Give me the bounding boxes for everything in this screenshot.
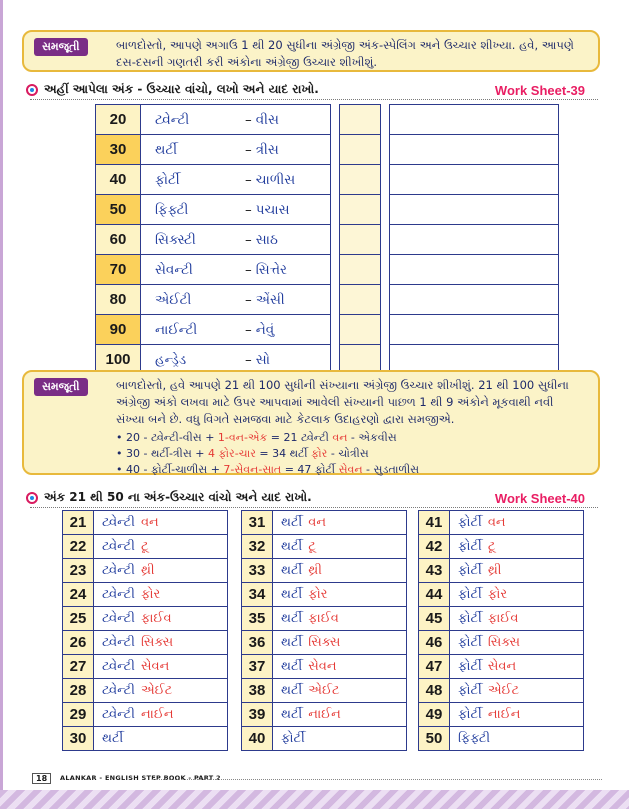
number-row [63, 655, 228, 679]
number-row [419, 559, 584, 583]
example-part: - એકવીસ [347, 431, 397, 444]
pronunciation-cell [273, 631, 407, 655]
explanation-line: સંખ્યા બને છે. વધુ વિગતે સમજવા માટે કેટલાક ઉદાહરણો દ્વારા સમજીએ. [116, 412, 455, 426]
pronunciation-cell [450, 607, 584, 631]
ones-suffix: એઈટ [487, 683, 520, 698]
number-row [242, 655, 407, 679]
pronunciation-cell [94, 535, 228, 559]
number-row [63, 727, 228, 751]
write-box-number [340, 165, 381, 195]
tens-word: ફિફ્ટી [458, 731, 491, 746]
separator: – [245, 141, 252, 158]
number-row [63, 583, 228, 607]
number-cell: 34 [242, 583, 273, 607]
write-box-word [390, 105, 559, 135]
gujarati-word: એંસી [255, 291, 285, 308]
number-row [63, 631, 228, 655]
pronunciation-cell [450, 703, 584, 727]
separator: – [245, 171, 252, 188]
number-cell: 33 [242, 559, 273, 583]
number-cell: 42 [419, 535, 450, 559]
example-part: = 21 ટ્વેન્ટી [267, 431, 333, 444]
ones-suffix: થ્રી [487, 563, 502, 578]
numbers-table-21-30 [62, 510, 228, 751]
write-box-number [340, 135, 381, 165]
number-cell: 39 [242, 703, 273, 727]
tens-word-cell [141, 135, 331, 165]
number-row [419, 607, 584, 631]
footer-title: ALANKAR - ENGLISH STEP BOOK - PART 2 [60, 774, 221, 782]
number-cell: 22 [63, 535, 94, 559]
separator: – [245, 351, 252, 368]
tens-row [96, 255, 559, 285]
number-cell: 47 [419, 655, 450, 679]
separator: – [245, 111, 252, 128]
explanation-tag: સમજૂતી [34, 378, 88, 396]
number-row [419, 631, 584, 655]
worksheet-label-40: Work Sheet-40 [494, 491, 585, 506]
separator: – [245, 201, 252, 218]
explanation-text [116, 377, 588, 478]
tens-prefix: થર્ટી [281, 563, 303, 578]
number-row [419, 511, 584, 535]
pronunciation-cell [273, 607, 407, 631]
number-cell: 35 [242, 607, 273, 631]
worksheet-label-39: Work Sheet-39 [494, 83, 585, 98]
write-box-word [390, 225, 559, 255]
pronunciation-cell [94, 631, 228, 655]
number-row [419, 703, 584, 727]
write-box-number [340, 225, 381, 255]
number-row [242, 631, 407, 655]
pronunciation-cell [273, 703, 407, 727]
column-gap [331, 105, 340, 135]
number-row [419, 655, 584, 679]
example-part: 4 ફોર-ચાર [207, 447, 256, 460]
column-gap [381, 255, 390, 285]
tens-prefix: ફોર્ટી [458, 635, 482, 650]
tens-row [96, 285, 559, 315]
tens-row [96, 135, 559, 165]
ones-suffix: વન [308, 515, 327, 530]
tens-prefix: ફોર્ટી [458, 707, 482, 722]
gujarati-word: સિત્તેર [255, 261, 288, 278]
example-part: = 47 ફોર્ટી [281, 463, 339, 476]
explanation-box-1 [22, 30, 600, 72]
number-cell: 26 [63, 631, 94, 655]
number-row [242, 559, 407, 583]
tens-word: થર્ટી [102, 731, 124, 746]
numbers-table-41-50 [418, 510, 584, 751]
number-cell: 43 [419, 559, 450, 583]
english-pronunciation: હન્ડ્રેડ [155, 351, 187, 368]
column-gap [381, 105, 390, 135]
ones-suffix: નાઈન [308, 707, 341, 722]
write-box-number [340, 255, 381, 285]
tens-prefix: થર્ટી [281, 635, 303, 650]
tens-prefix: ટ્વેન્ટી [102, 635, 135, 650]
example-part: 40 - ફોર્ટી-ચાળીસ + [126, 463, 224, 476]
ones-suffix: સેવન [308, 659, 337, 674]
ones-suffix: સિક્સ [487, 635, 521, 650]
gujarati-word: સો [255, 351, 271, 368]
write-box-word [390, 285, 559, 315]
gujarati-word: પચાસ [255, 201, 290, 218]
tens-number: 50 [96, 195, 141, 225]
example-item: • 40 - ફોર્ટી-ચાળીસ + 7-સેવન-સાત = 47 ફોર્ટી સેવન - સુડતાળીસ [116, 463, 420, 476]
number-row [242, 583, 407, 607]
example-part: - ચોત્રીસ [327, 447, 369, 460]
separator: – [245, 231, 252, 248]
number-row [63, 511, 228, 535]
instruction-1 [26, 82, 319, 97]
write-box-word [390, 165, 559, 195]
number-cell: 21 [63, 511, 94, 535]
tens-number: 100 [96, 345, 141, 375]
tens-word-cell [141, 315, 331, 345]
column-gap [381, 285, 390, 315]
number-row [63, 607, 228, 631]
tens-prefix: ટ્વેન્ટી [102, 683, 135, 698]
number-row [242, 511, 407, 535]
explanation-line: બાળદોસ્તો, આપણે અગાઉ 1 થી 20 સુધીના અંગ્રેજી અંક-સ્પેલિંગ અને ઉચ્ચાર શીખ્યા. હવે, આપણે [116, 38, 574, 52]
tens-prefix: ફોર્ટી [458, 587, 482, 602]
number-cell: 30 [63, 727, 94, 751]
english-pronunciation: એઈટી [155, 291, 192, 308]
column-gap [381, 135, 390, 165]
ones-suffix: નાઈન [140, 707, 174, 722]
tens-prefix: ફોર્ટી [458, 515, 482, 530]
column-gap [331, 165, 340, 195]
example-part: = 34 થર્ટી [255, 447, 312, 460]
number-row [242, 679, 407, 703]
gujarati-word: સાઠ [255, 231, 278, 248]
instruction-text: અંક 21 થી 50 ના અંક-ઉચ્ચાર વાંચો અને યાદ રાખો. [44, 490, 312, 504]
ones-suffix: ટૂ [308, 539, 316, 554]
tens-prefix: થર્ટી [281, 539, 303, 554]
column-gap [331, 315, 340, 345]
example-part: 7-સેવન-સાત [223, 463, 282, 476]
tens-table [95, 104, 559, 375]
example-part: 1-વન-એક [217, 431, 268, 444]
number-cell: 40 [242, 727, 273, 751]
number-row [419, 583, 584, 607]
write-box-word [390, 195, 559, 225]
english-pronunciation: ટ્વેન્ટી [155, 111, 190, 128]
gujarati-word: વીસ [255, 111, 279, 128]
divider [30, 99, 598, 100]
column-gap [331, 135, 340, 165]
number-cell: 50 [419, 727, 450, 751]
example-part: સેવન [338, 463, 363, 476]
number-row [63, 535, 228, 559]
english-pronunciation: સિક્સ્ટી [155, 231, 196, 248]
pronunciation-cell [450, 655, 584, 679]
number-row [242, 535, 407, 559]
explanation-line: દસ-દસની ગણતરી કરી અંકોના અંગ્રેજી ઉચ્ચાર શીખીશું. [116, 55, 377, 69]
number-row [242, 727, 407, 751]
pronunciation-cell [450, 559, 584, 583]
number-row [242, 703, 407, 727]
tens-row [96, 195, 559, 225]
english-pronunciation: સેવન્ટી [155, 261, 193, 278]
example-part: વન [332, 431, 348, 444]
tens-number: 60 [96, 225, 141, 255]
number-row [419, 727, 584, 751]
write-box-word [390, 315, 559, 345]
number-cell: 27 [63, 655, 94, 679]
number-cell: 41 [419, 511, 450, 535]
column-gap [381, 225, 390, 255]
number-row [63, 703, 228, 727]
tens-row [96, 225, 559, 255]
separator: – [245, 261, 252, 278]
english-pronunciation: ફિફ્ટી [155, 201, 189, 218]
column-gap [331, 285, 340, 315]
pronunciation-cell [450, 679, 584, 703]
example-item: • 30 - થર્ટી-ત્રીસ + 4 ફોર-ચાર = 34 થર્ટી ફોર - ચોત્રીસ [116, 447, 369, 460]
column-gap [331, 195, 340, 225]
tens-prefix: ટ્વેન્ટી [102, 707, 135, 722]
pronunciation-cell [273, 535, 407, 559]
tens-prefix: થર્ટી [281, 659, 303, 674]
tens-word-cell [141, 285, 331, 315]
number-cell: 32 [242, 535, 273, 559]
ones-suffix: નાઈન [487, 707, 521, 722]
tens-number: 30 [96, 135, 141, 165]
number-cell: 36 [242, 631, 273, 655]
pronunciation-cell [94, 583, 228, 607]
column-gap [331, 255, 340, 285]
separator: – [245, 321, 252, 338]
english-pronunciation: નાઈન્ટી [155, 321, 198, 338]
explanation-tag: સમજૂતી [34, 38, 88, 56]
tens-word: ફોર્ટી [281, 731, 305, 746]
ones-suffix: ફોર [487, 587, 508, 602]
write-box-number [340, 285, 381, 315]
tens-prefix: થર્ટી [281, 515, 303, 530]
tens-prefix: ટ્વેન્ટી [102, 611, 135, 626]
write-box-word [390, 255, 559, 285]
example-list [116, 430, 588, 478]
pronunciation-cell [273, 511, 407, 535]
write-box-word [390, 135, 559, 165]
pronunciation-cell [273, 655, 407, 679]
target-bullet-icon [26, 84, 38, 96]
write-box-number [340, 105, 381, 135]
ones-suffix: વન [487, 515, 506, 530]
divider [30, 507, 598, 508]
pronunciation-cell [94, 703, 228, 727]
number-cell: 25 [63, 607, 94, 631]
column-gap [381, 195, 390, 225]
example-part: 30 - થર્ટી-ત્રીસ + [126, 447, 208, 460]
number-row [63, 679, 228, 703]
number-row [242, 607, 407, 631]
number-cell: 37 [242, 655, 273, 679]
ones-suffix: સેવન [140, 659, 170, 674]
pronunciation-cell [273, 583, 407, 607]
instruction-2 [26, 490, 312, 505]
pronunciation-cell [273, 679, 407, 703]
number-cell: 29 [63, 703, 94, 727]
tens-row [96, 105, 559, 135]
ones-suffix: ફાઈવ [140, 611, 172, 626]
tens-prefix: ટ્વેન્ટી [102, 563, 135, 578]
tens-number: 40 [96, 165, 141, 195]
tens-prefix: ફોર્ટી [458, 563, 482, 578]
pronunciation-cell [450, 535, 584, 559]
gujarati-word: ત્રીસ [255, 141, 279, 158]
numbers-table-31-40 [241, 510, 407, 751]
number-cell: 23 [63, 559, 94, 583]
tens-prefix: ટ્વેન્ટી [102, 587, 135, 602]
footer-rule [152, 779, 602, 780]
number-cell: 38 [242, 679, 273, 703]
tens-word-cell [141, 105, 331, 135]
ones-suffix: સિક્સ [140, 635, 174, 650]
tens-number: 20 [96, 105, 141, 135]
tens-number: 90 [96, 315, 141, 345]
number-cell: 28 [63, 679, 94, 703]
tens-word-cell [141, 195, 331, 225]
pronunciation-cell [450, 583, 584, 607]
pronunciation-cell [94, 655, 228, 679]
number-row [419, 679, 584, 703]
example-part: 20 - ટ્વેન્ટી-વીસ + [126, 431, 218, 444]
separator: – [245, 291, 252, 308]
tens-prefix: થર્ટી [281, 587, 303, 602]
number-cell: 49 [419, 703, 450, 727]
pronunciation-cell [94, 727, 228, 751]
number-row [419, 535, 584, 559]
example-item: • 20 - ટ્વેન્ટી-વીસ + 1-વન-એક = 21 ટ્વેન્ટી વન - એકવીસ [116, 431, 397, 444]
ones-suffix: સિક્સ [308, 635, 341, 650]
ones-suffix: ફોર [140, 587, 161, 602]
explanation-text [116, 37, 588, 71]
tens-prefix: ફોર્ટી [458, 539, 482, 554]
pronunciation-cell [94, 511, 228, 535]
write-box-number [340, 315, 381, 345]
ones-suffix: થ્રી [308, 563, 322, 578]
tens-row [96, 315, 559, 345]
example-part: ફોર [311, 447, 328, 460]
number-cell: 31 [242, 511, 273, 535]
pronunciation-cell [450, 631, 584, 655]
tens-prefix: ટ્વેન્ટી [102, 539, 135, 554]
gujarati-word: ચાળીસ [255, 171, 296, 188]
tens-prefix: ટ્વેન્ટી [102, 659, 135, 674]
ones-suffix: સેવન [487, 659, 517, 674]
page-number: 18 [32, 773, 51, 784]
tens-number: 80 [96, 285, 141, 315]
ones-suffix: ફાઈવ [487, 611, 519, 626]
ones-suffix: ફાઈવ [308, 611, 339, 626]
pronunciation-cell [94, 679, 228, 703]
number-cell: 46 [419, 631, 450, 655]
pronunciation-cell [94, 559, 228, 583]
tens-word-cell [141, 255, 331, 285]
pronunciation-cell [450, 727, 584, 751]
tens-prefix: ફોર્ટી [458, 611, 482, 626]
tens-prefix: થર્ટી [281, 707, 303, 722]
explanation-box-2 [22, 370, 600, 475]
page-footer [32, 774, 602, 786]
pronunciation-cell [273, 559, 407, 583]
column-gap [381, 165, 390, 195]
tens-prefix: ટ્વેન્ટી [102, 515, 135, 530]
explanation-line: બાળદોસ્તો, હવે આપણે 21 થી 100 સુધીની સંખ્યાના અંગ્રેજી ઉચ્ચાર શીખીશું. 21 થી 100 સુધીના [116, 378, 569, 392]
instruction-text: અહીં આપેલા અંક - ઉચ્ચાર વાંચો, લખો અને યાદ રાખો. [44, 82, 319, 96]
english-pronunciation: ફોર્ટી [155, 171, 180, 188]
ones-suffix: વન [140, 515, 159, 530]
tens-prefix: થર્ટી [281, 611, 303, 626]
bottom-stripe [0, 790, 629, 809]
tens-prefix: ફોર્ટી [458, 659, 482, 674]
column-gap [381, 315, 390, 345]
example-part: - સુડતાળીસ [362, 463, 420, 476]
number-cell: 45 [419, 607, 450, 631]
ones-suffix: એઈટ [308, 683, 340, 698]
ones-suffix: એઈટ [140, 683, 173, 698]
write-box-number [340, 195, 381, 225]
column-gap [331, 225, 340, 255]
number-row [63, 559, 228, 583]
target-bullet-icon [26, 492, 38, 504]
gujarati-word: નેવું [255, 321, 275, 338]
number-cell: 24 [63, 583, 94, 607]
tens-prefix: થર્ટી [281, 683, 303, 698]
pronunciation-cell [94, 607, 228, 631]
tens-word-cell [141, 225, 331, 255]
explanation-line: અંગ્રેજી અંકો લખવા માટે ઉપર આપવામાં આવેલી સંખ્યાની પાછળ 1 થી 9 અંકોને મૂકવાથી નવી [116, 395, 554, 409]
tens-word-cell [141, 165, 331, 195]
tens-row [96, 165, 559, 195]
tens-prefix: ફોર્ટી [458, 683, 482, 698]
ones-suffix: ટૂ [140, 539, 149, 554]
ones-suffix: થ્રી [140, 563, 155, 578]
pronunciation-cell [273, 727, 407, 751]
english-pronunciation: થર્ટી [155, 141, 178, 158]
ones-suffix: ટૂ [487, 539, 496, 554]
pronunciation-cell [450, 511, 584, 535]
tens-number: 70 [96, 255, 141, 285]
number-cell: 44 [419, 583, 450, 607]
ones-suffix: ફોર [308, 587, 328, 602]
number-cell: 48 [419, 679, 450, 703]
